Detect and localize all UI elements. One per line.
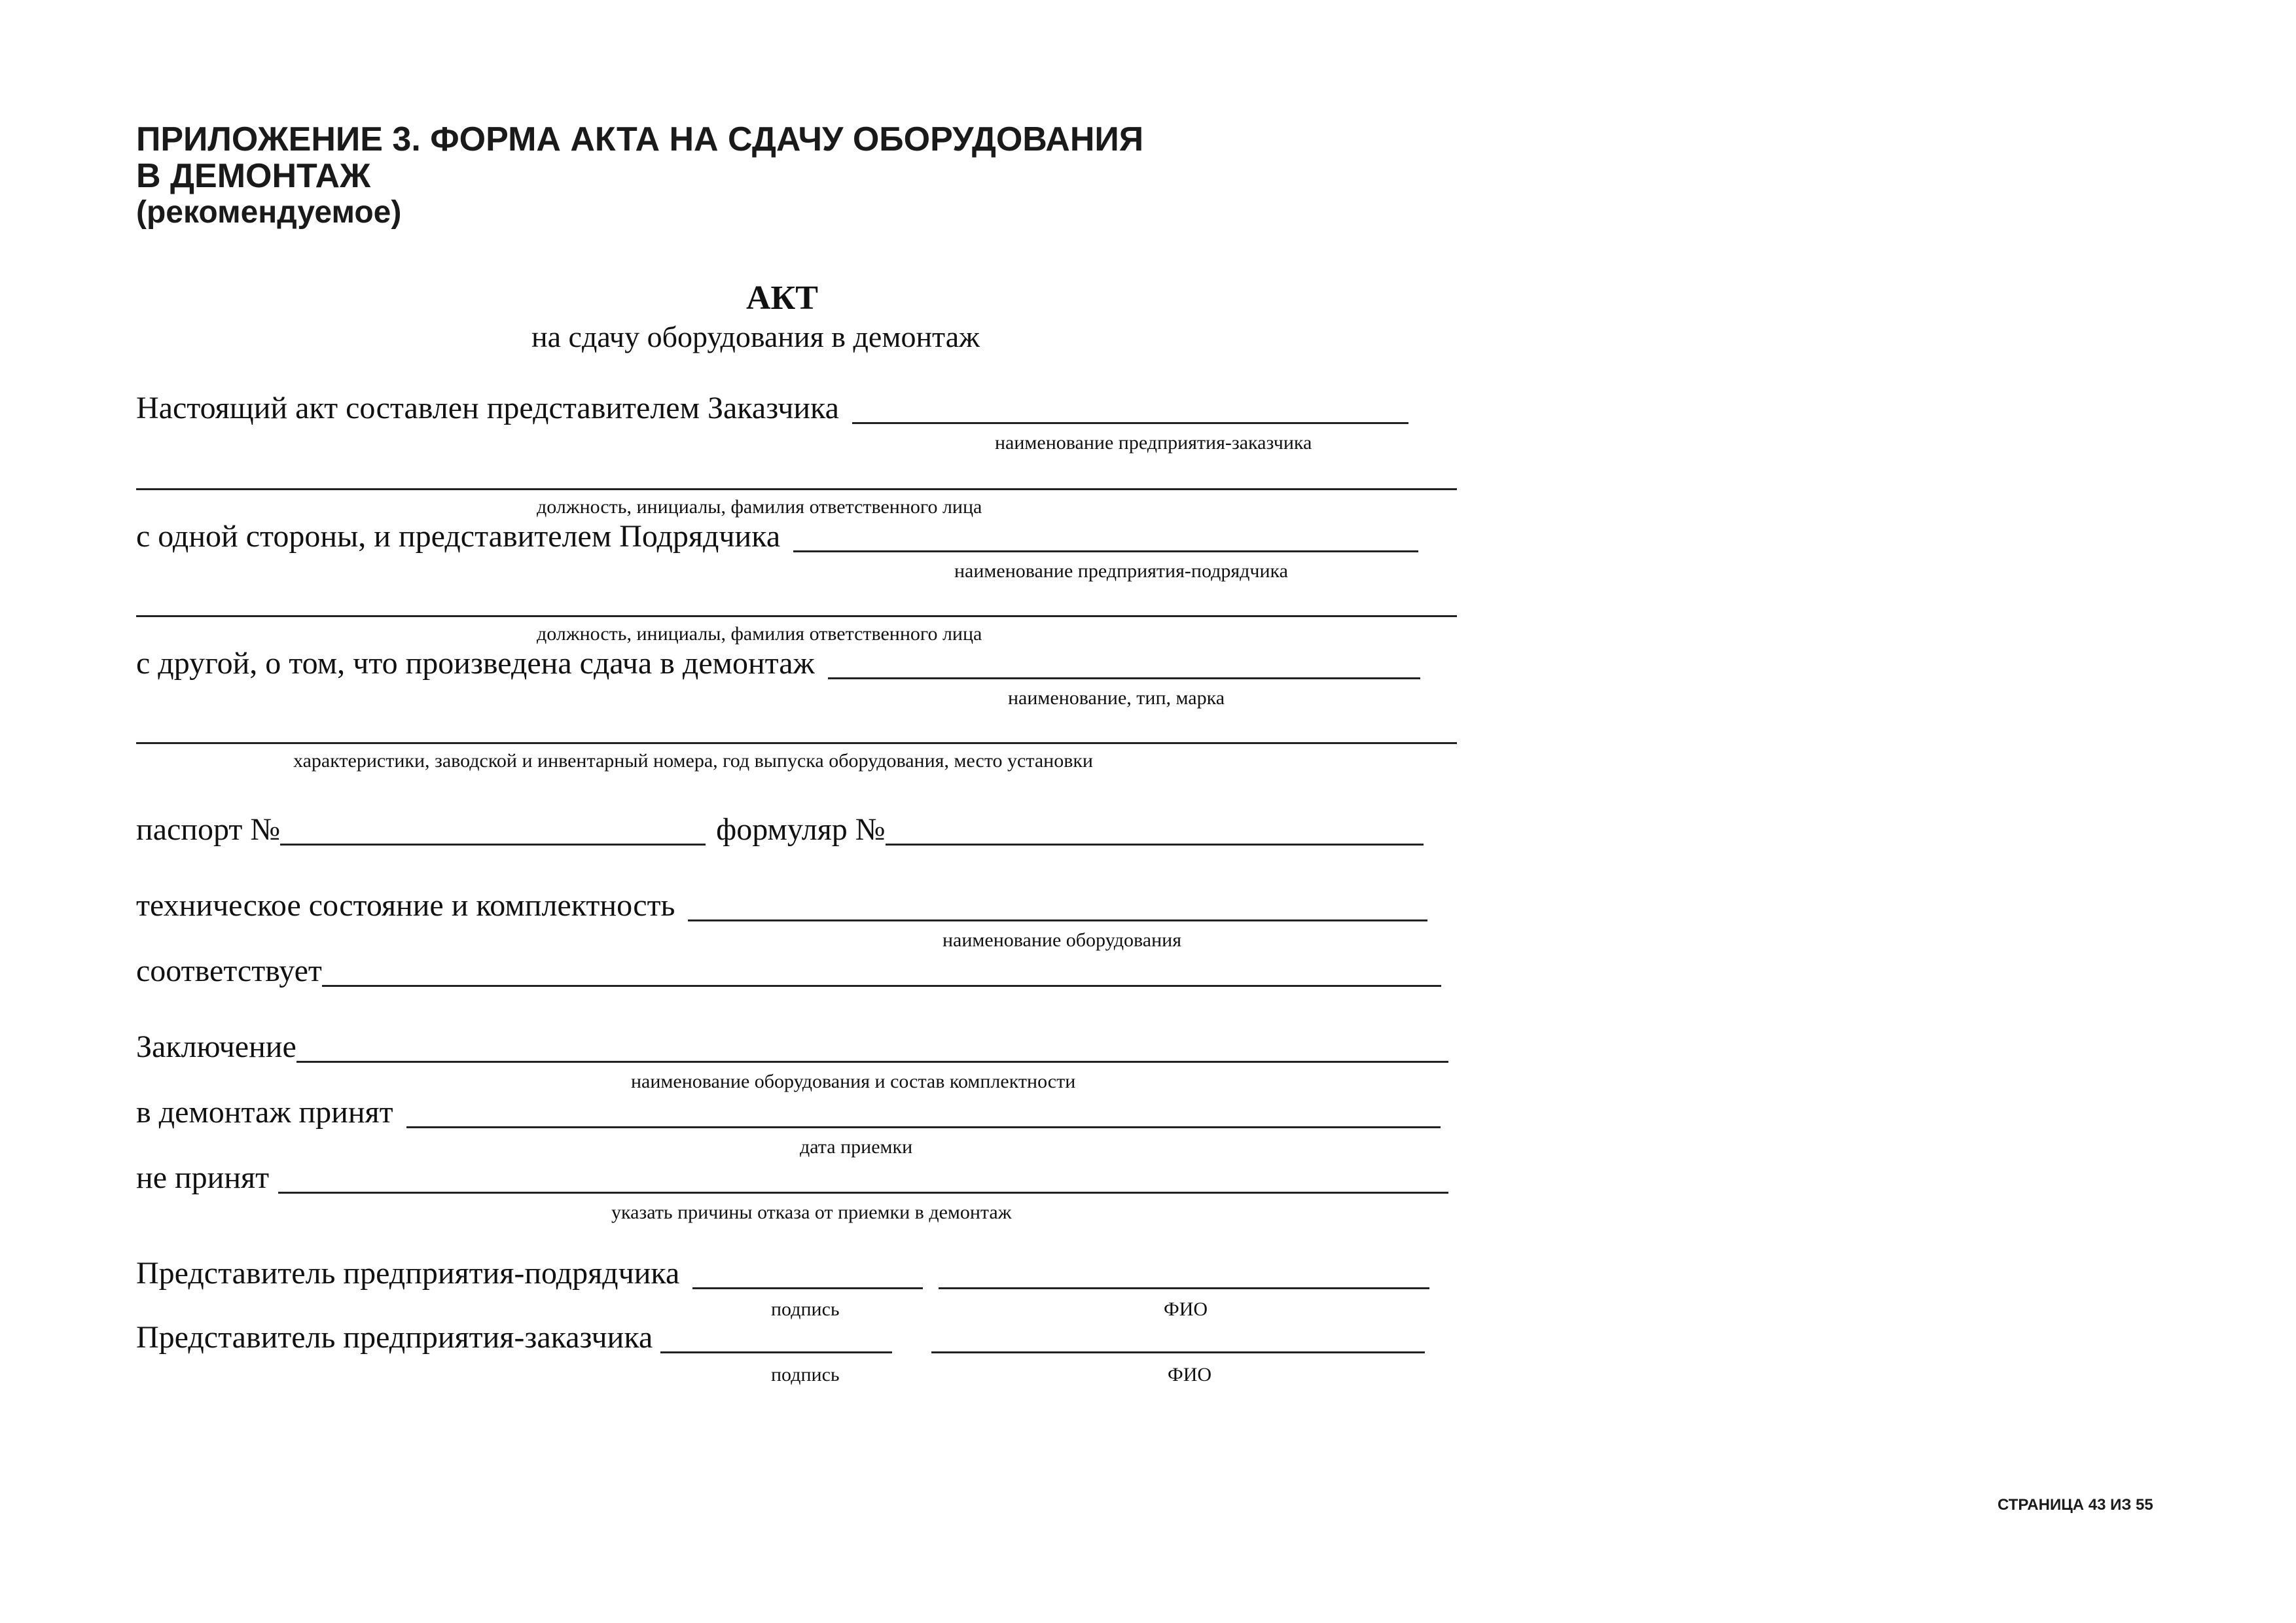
- customer-row: [136, 393, 1408, 424]
- conclusion-hint: наименование оборудования и состав комплектности: [631, 1071, 1076, 1092]
- contractor-row-label: с одной стороны, и представителем Подрядчика: [136, 519, 781, 554]
- customer-rep-row: [136, 1322, 1425, 1353]
- customer-signature-field[interactable]: [660, 1325, 892, 1353]
- act-subtitle: на сдачу оборудования в демонтаж: [531, 320, 980, 353]
- corresponds-field[interactable]: [322, 959, 1441, 987]
- customer-signature-hint: подпись: [771, 1364, 840, 1385]
- passport-number-field[interactable]: [280, 817, 706, 846]
- customer-fio-field[interactable]: [931, 1325, 1425, 1353]
- equipment-details-field[interactable]: [136, 741, 1457, 744]
- contractor-fio-hint: ФИО: [1164, 1298, 1208, 1320]
- act-title: АКТ: [746, 279, 818, 317]
- contractor-signature-hint: подпись: [771, 1298, 840, 1320]
- tech-state-field[interactable]: [688, 893, 1427, 921]
- contractor-name-hint: наименование предприятия-подрядчика: [954, 560, 1288, 582]
- tech-state-hint: наименование оборудования: [942, 929, 1182, 951]
- accepted-label: в демонтаж принят: [136, 1095, 393, 1130]
- contractor-rep-row: [136, 1258, 1429, 1289]
- formular-label: формуляр №: [716, 812, 886, 847]
- corresponds-label: соответствует: [136, 954, 322, 988]
- tech-state-label: техническое состояние и комплектность: [136, 888, 675, 923]
- contractor-rep-label: Представитель предприятия-подрядчика: [136, 1256, 680, 1291]
- equipment-row: [136, 648, 1420, 679]
- equipment-row-label: с другой, о том, что произведена сдача в демонтаж: [136, 646, 815, 681]
- tech-state-row: [136, 890, 1427, 921]
- customer-person-field[interactable]: [136, 487, 1457, 490]
- equipment-name-hint: наименование, тип, марка: [1008, 687, 1225, 709]
- passport-label: паспорт №: [136, 812, 281, 847]
- appendix-heading-line2: В ДЕМОНТАЖ: [136, 157, 371, 195]
- page-number: СТРАНИЦА 43 ИЗ 55: [1998, 1496, 2153, 1514]
- accepted-row: [136, 1097, 1441, 1128]
- accepted-date-field[interactable]: [406, 1100, 1441, 1128]
- appendix-heading-line1: ПРИЛОЖЕНИЕ 3. ФОРМА АКТА НА СДАЧУ ОБОРУДОВАНИЯ: [136, 120, 1144, 158]
- formular-number-field[interactable]: [886, 817, 1424, 846]
- customer-name-hint: наименование предприятия-заказчика: [995, 432, 1312, 454]
- equipment-name-field[interactable]: [828, 651, 1420, 679]
- not-accepted-label: не принят: [136, 1160, 270, 1195]
- passport-row: [136, 814, 1424, 846]
- not-accepted-hint: указать причины отказа от приемки в демонтаж: [611, 1202, 1012, 1223]
- customer-person-hint: должность, инициалы, фамилия ответственного лица: [537, 496, 982, 518]
- not-accepted-row: [136, 1162, 1448, 1194]
- not-accepted-reason-field[interactable]: [278, 1166, 1448, 1194]
- contractor-person-field[interactable]: [136, 614, 1457, 617]
- customer-row-label: Настоящий акт составлен представителем Заказчика: [136, 391, 839, 425]
- contractor-signature-field[interactable]: [692, 1261, 923, 1289]
- contractor-person-hint: должность, инициалы, фамилия ответственного лица: [537, 623, 982, 645]
- conclusion-row: [136, 1031, 1448, 1063]
- accepted-hint: дата приемки: [800, 1136, 913, 1158]
- customer-fio-hint: ФИО: [1168, 1364, 1212, 1385]
- contractor-row: [136, 521, 1418, 552]
- conclusion-field[interactable]: [296, 1035, 1448, 1063]
- contractor-name-field[interactable]: [793, 524, 1418, 552]
- contractor-fio-field[interactable]: [939, 1261, 1429, 1289]
- appendix-heading-line3: (рекомендуемое): [136, 195, 402, 230]
- conclusion-label: Заключение: [136, 1029, 296, 1064]
- customer-name-field[interactable]: [852, 396, 1408, 424]
- equipment-details-hint: характеристики, заводской и инвентарный номера, год выпуска оборудования, место установки: [293, 750, 1093, 772]
- corresponds-row: [136, 955, 1441, 987]
- customer-rep-label: Представитель предприятия-заказчика: [136, 1320, 653, 1355]
